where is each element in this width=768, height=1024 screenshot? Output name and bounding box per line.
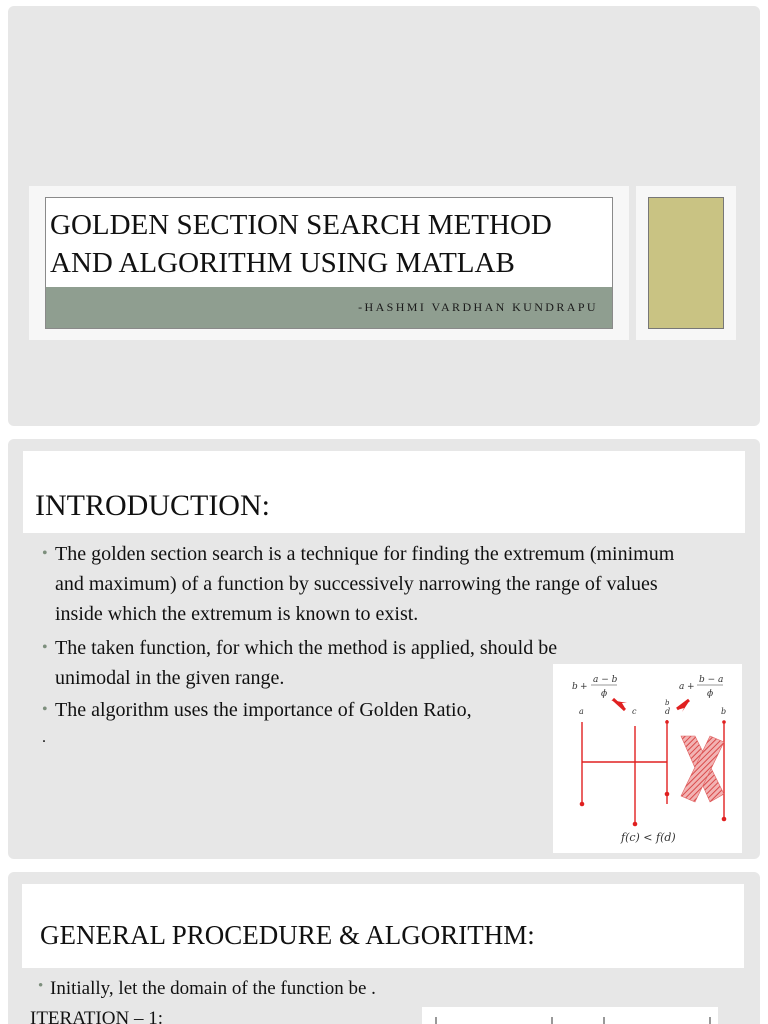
golden-section-figure: [553, 664, 742, 853]
figure-svg: [553, 664, 742, 853]
label-right-plus: +: [687, 682, 695, 692]
label-left-denominator: ϕ: [601, 689, 608, 699]
slide-heading: INTRODUCTION:: [35, 489, 270, 522]
bullet-item: [42, 633, 602, 693]
bullet-item: [42, 539, 692, 629]
bullet-text: Initially, let the domain of the function be .: [50, 978, 376, 999]
slide-heading: GENERAL PROCEDURE & ALGORITHM:: [40, 920, 535, 950]
title-box: [45, 197, 613, 329]
point-c-label: c: [632, 707, 637, 716]
accent-block: [648, 197, 724, 329]
heading-box: [22, 884, 744, 968]
introduction-slide: [8, 439, 760, 859]
label-left-numerator: a − b: [593, 675, 618, 685]
procedure-slide: [8, 872, 760, 1024]
author-subtitle: -HASHMI VARDHAN KUNDRAPU: [358, 300, 598, 314]
slide-title: [50, 206, 610, 282]
title-slide: [8, 6, 760, 426]
label-left-b: b: [572, 682, 578, 692]
iteration-figure: [422, 1007, 718, 1024]
title-line-2: AND ALGORITHM USING MATLAB: [50, 247, 515, 279]
iteration-figure-svg: [422, 1007, 718, 1024]
iteration-label: ITERATION – 1:: [30, 1008, 163, 1024]
figure-caption: f(c) < f(d): [621, 831, 676, 844]
label-right-denominator: ϕ: [707, 689, 714, 699]
bullet-dot-icon: •: [42, 701, 48, 718]
point-d-label: d: [665, 707, 671, 716]
bullet-item: [38, 978, 376, 1000]
label-right-a: a: [679, 682, 685, 692]
subtitle-bar: [46, 287, 612, 328]
heading-box: [23, 451, 745, 533]
trailing-text: .: [42, 729, 46, 746]
bullet-dot-icon: •: [38, 978, 44, 994]
point-b-label: b: [721, 707, 727, 716]
bullet-text: The taken function, for which the method is applied, should be unimodal in the given range.: [55, 637, 558, 689]
bullet-text: The golden section search is a technique for finding the extremum (minimum and maximum) of a function by successively narrowing the range of values inside which the extremum is known to exist.: [55, 543, 675, 625]
label-right-numerator: b − a: [699, 675, 724, 685]
title-line-1: GOLDEN SECTION SEARCH METHOD: [50, 209, 552, 241]
label-left-plus: +: [580, 682, 588, 692]
point-b-upper-label: b: [665, 699, 670, 707]
bullet-text: The algorithm uses the importance of Golden Ratio,: [55, 699, 472, 721]
cross-icon: [681, 736, 724, 802]
title-frame: [29, 186, 629, 340]
bullet-dot-icon: •: [42, 545, 48, 562]
bullet-dot-icon: •: [42, 639, 48, 656]
side-frame: [636, 186, 736, 340]
point-a-label: a: [579, 707, 584, 716]
